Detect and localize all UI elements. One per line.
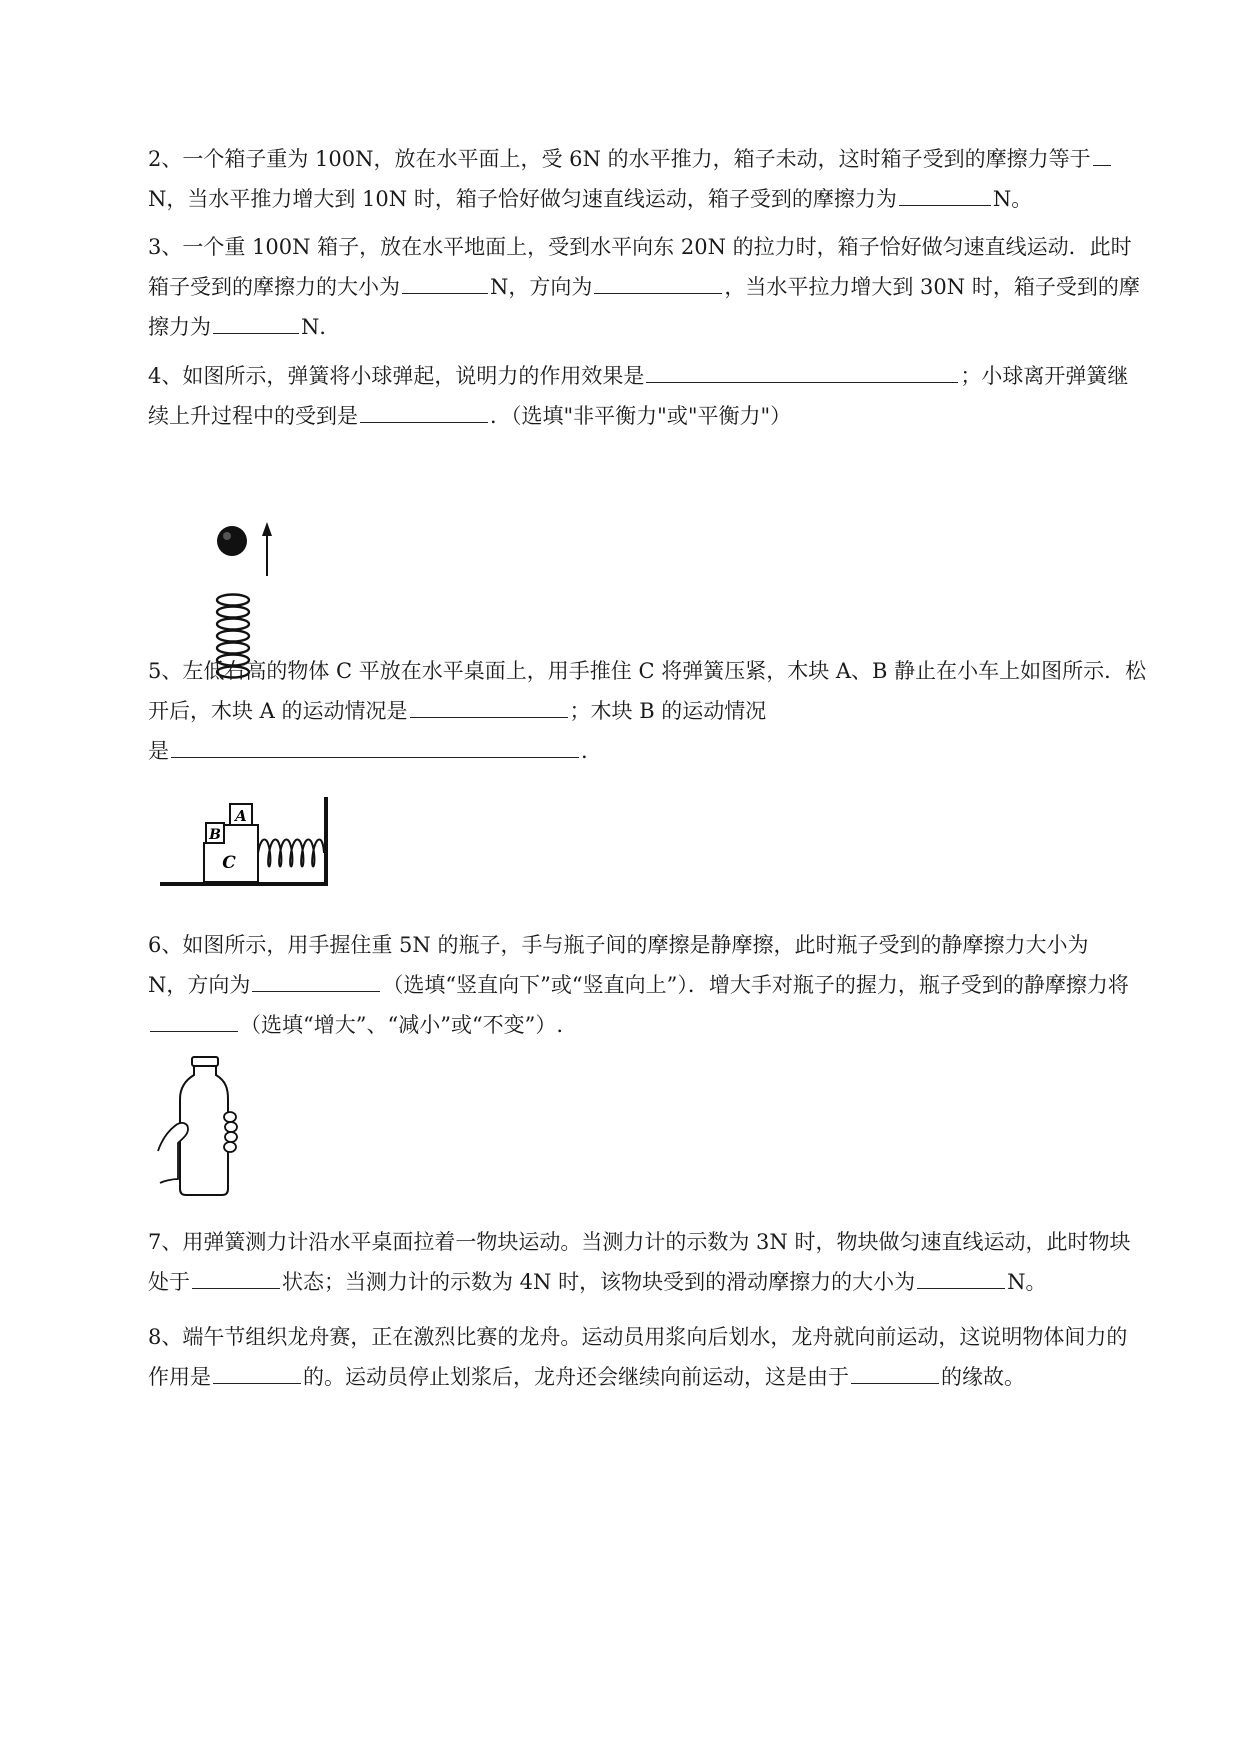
question-6 xyxy=(148,926,1148,1045)
q3-text-1: 3、一个重 100N 箱子，放在水平地面上，受到水平向东 20N 的拉力时，箱子恰好做匀速直线运动．此时箱子受到的摩擦力的大小为 xyxy=(148,235,1132,299)
bottle-hand-figure xyxy=(152,1055,242,1197)
q7-blank-2[interactable] xyxy=(917,1262,1005,1289)
q6-blank-1[interactable] xyxy=(252,965,380,992)
q6-text-3: （选填“竖直向下”或“竖直向上”）．增大手对瓶子的握力，瓶子受到的静摩擦力将 xyxy=(382,973,1129,997)
horizontal-spring xyxy=(258,840,324,867)
q5-text-4: . xyxy=(581,739,588,763)
q5-blank-2[interactable] xyxy=(171,731,579,758)
question-3 xyxy=(148,228,1148,347)
question-7 xyxy=(148,1223,1148,1302)
q2-text-1: 2、一个箱子重为 100N，放在水平面上，受 6N 的水平推力，箱子未动，这时箱子受到的摩擦力等于 xyxy=(148,147,1091,171)
q3-blank-1[interactable] xyxy=(402,267,488,294)
q6-text-1: 6、如图所示，用手握住重 5N 的瓶子，手与瓶子间的摩擦是静摩擦，此时瓶子受到的静摩擦力大小为 xyxy=(148,933,1089,957)
q4-blank-2[interactable] xyxy=(360,396,488,423)
q4-text-2: ；小球离开弹簧继续上升过程中的受到是 xyxy=(148,364,1129,428)
q3-blank-2[interactable] xyxy=(594,267,722,294)
blocks-spring-figure xyxy=(160,795,332,889)
up-arrow-icon xyxy=(262,522,272,576)
q5-text-1: 5、左低右高的物体 C 平放在水平桌面上，用手推住 C 将弹簧压紧，木块 A、B 静止在小车上如图所示．松开后，木块 A 的运动情况是 xyxy=(148,659,1147,723)
label-b: B xyxy=(209,827,221,843)
q3-text-3: ，当水平拉力增大到 30N 时，箱子受到的摩擦力为 xyxy=(148,275,1140,339)
q6-text-2: N，方向为 xyxy=(148,973,251,997)
q3-text-2: N，方向为 xyxy=(490,275,593,299)
label-a: A xyxy=(235,807,247,825)
q7-text-1: 7、用弹簧测力计沿水平桌面拉着一物块运动。当测力计的示数为 3N 时，物块做匀速直线运动，此时物块处于 xyxy=(148,1230,1131,1294)
q7-blank-1[interactable] xyxy=(192,1262,280,1289)
question-5 xyxy=(148,652,1148,771)
question-8 xyxy=(148,1318,1148,1397)
q6-blank-2[interactable] xyxy=(150,1005,238,1032)
ball xyxy=(217,526,247,556)
q3-text-4: N． xyxy=(301,315,341,339)
q2-blank-2[interactable] xyxy=(899,179,991,206)
q4-blank-1[interactable] xyxy=(646,356,958,383)
q8-text-1: 8、端午节组织龙舟赛，正在激烈比赛的龙舟。运动员用浆向后划水，龙舟就向前运动，这说明物体间力的作用是 xyxy=(148,1325,1128,1389)
q8-blank-1[interactable] xyxy=(213,1357,301,1384)
q7-text-3: N。 xyxy=(1007,1270,1047,1294)
q7-text-2: 状态；当测力计的示数为 4N 时，该物块受到的滑动摩擦力的大小为 xyxy=(282,1270,916,1294)
q8-text-2: 的。运动员停止划浆后，龙舟还会继续向前运动，这是由于 xyxy=(303,1365,849,1389)
q8-blank-2[interactable] xyxy=(851,1357,939,1384)
label-c: C xyxy=(222,853,236,873)
q2-blank-1[interactable] xyxy=(1093,139,1111,166)
q4-text-1: 4、如图所示，弹簧将小球弹起，说明力的作用效果是 xyxy=(148,364,645,388)
q5-blank-1[interactable] xyxy=(410,691,568,718)
q6-text-4: （选填“增大”、“减小”或“不变”）. xyxy=(240,1013,564,1037)
q3-blank-3[interactable] xyxy=(213,307,299,334)
q8-text-3: 的缘故。 xyxy=(941,1365,1025,1389)
question-4 xyxy=(148,356,1148,436)
question-2 xyxy=(148,139,1148,219)
q4-text-3: ．（选填"非平衡力"或"平衡力"） xyxy=(490,404,792,428)
q5-text-2: ；木块 B 的运动情况 xyxy=(569,699,767,723)
q2-text-2: N，当水平推力增大到 10N 时，箱子恰好做匀速直线运动，箱子受到的摩擦力为 xyxy=(148,187,897,211)
q5-text-3: 是 xyxy=(148,739,169,763)
q2-text-3: N。 xyxy=(992,187,1033,211)
